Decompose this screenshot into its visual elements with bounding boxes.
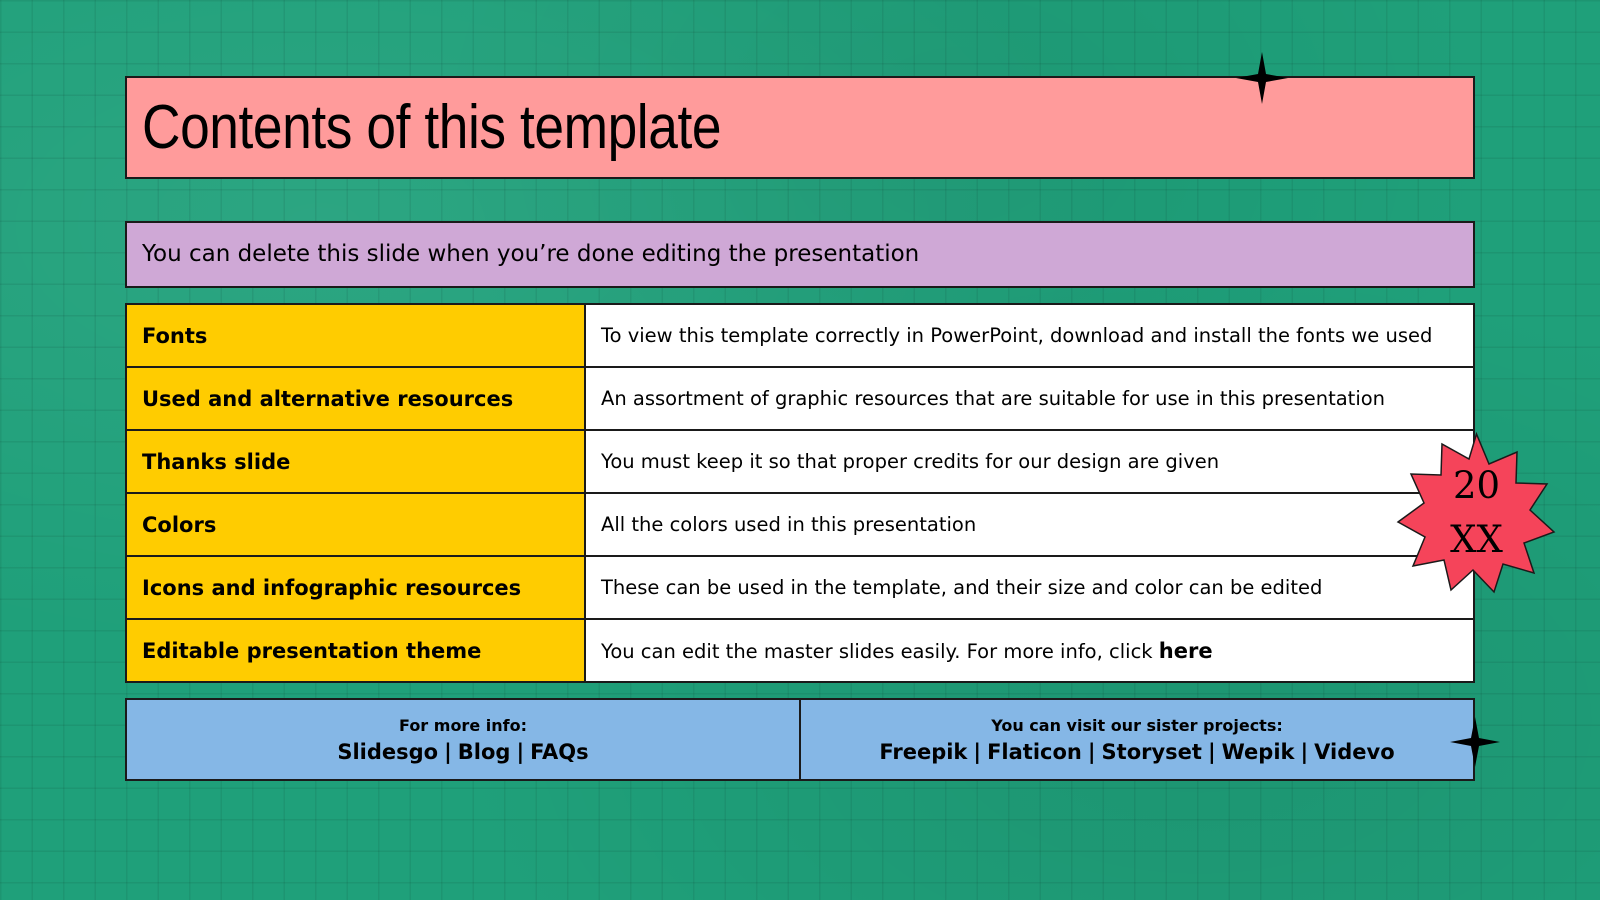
row-description: An assortment of graphic resources that are suitable for use in this presentation [585,367,1474,430]
storyset-link[interactable]: Storyset [1101,739,1202,764]
row-description: All the colors used in this presentation [585,493,1474,556]
link-separator: | [516,739,525,764]
table-row [126,430,1474,493]
videvo-link[interactable]: Videvo [1314,739,1395,764]
row-label: Colors [126,493,585,556]
table-row [126,367,1474,430]
slidesgo-link[interactable]: Slidesgo [337,739,439,764]
footer-bar [125,698,1475,781]
link-separator: | [1300,739,1309,764]
flaticon-link[interactable]: Flaticon [987,739,1082,764]
sparkle-icon [1450,717,1500,767]
year-badge [1394,430,1559,595]
badge-year-bottom: XX [1450,517,1503,561]
contents-table [125,303,1475,683]
here-link[interactable]: here [1158,638,1213,663]
footer-info-links [337,740,588,764]
slide-title: Contents of this template [142,93,722,162]
row-description: You must keep it so that proper credits for our design are given [585,430,1474,493]
subtitle-box [125,221,1475,288]
row-label: Used and alternative resources [126,367,585,430]
row-description-text: You can edit the master slides easily. For more info, click [601,639,1159,663]
table-row [126,619,1474,682]
faqs-link[interactable]: FAQs [530,739,589,764]
badge-year-top: 20 [1452,463,1501,507]
row-label: Editable presentation theme [126,619,585,682]
row-description: These can be used in the template, and their size and color can be edited [585,556,1474,619]
footer-info-heading: For more info: [399,715,527,735]
row-label: Fonts [126,304,585,367]
freepik-link[interactable]: Freepik [879,739,968,764]
row-description [585,619,1474,682]
sparkle-icon [1236,52,1288,104]
link-separator: | [973,739,982,764]
blog-link[interactable]: Blog [457,739,511,764]
table-row [126,304,1474,367]
table-row [126,493,1474,556]
footer-projects-heading: You can visit our sister projects: [991,715,1283,735]
table-row [126,556,1474,619]
slide-subtitle: You can delete this slide when you’re done editing the presentation [142,241,920,267]
link-separator: | [1207,739,1216,764]
link-separator: | [1087,739,1096,764]
row-label: Thanks slide [126,430,585,493]
footer-projects-links [879,740,1394,764]
row-description: To view this template correctly in PowerPoint, download and install the fonts we used [585,304,1474,367]
wepik-link[interactable]: Wepik [1221,739,1295,764]
link-separator: | [444,739,452,764]
row-label: Icons and infographic resources [126,556,585,619]
footer-projects-section [801,700,1473,779]
footer-info-section [127,700,801,779]
